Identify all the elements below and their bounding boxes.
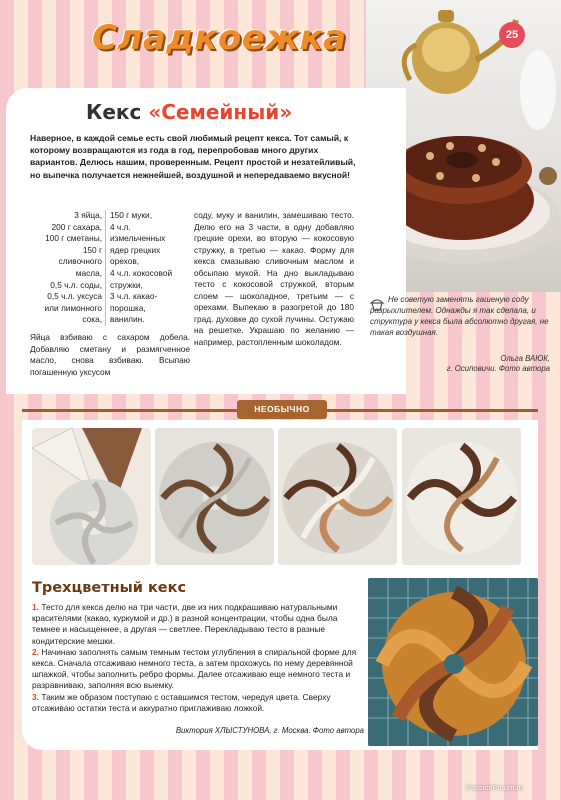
article2-title: Трехцветный кекс [32, 580, 187, 596]
ingredient: 4 ч.л. кокосовой [110, 267, 173, 278]
ingredients-list-left [30, 210, 102, 326]
recipe-steps-right: соду, муку и ванилин, замешиваю тесто. Делю его на 3 части, в одну добавляю грецкие орехи, во вторую — кокосовую стружку, в третью — какао. Форму для кекса смазываю сливочным маслом и обсыпаю мукой. На дно выкладываю тесто с кокосовой стружкой, вторым слоем — шоколадное, третьим — с орехами. Выпекаю в разогретой до 180 град. духовке до сухой лучины. Остужаю на решетке. Украшаю по желанию — например, растопленным шоколадом. [194, 210, 354, 347]
ingredient: орехов, [110, 256, 140, 267]
article2-author: Виктория ХЛЫСТУНОВА, г. Москва. Фото автора [175, 726, 364, 735]
ingredient: 100 г сметаны, [45, 233, 102, 244]
ingredient: 0,5 ч.л. уксуса [47, 291, 102, 302]
page-number-badge: 25 [499, 22, 525, 48]
step-1 [32, 602, 364, 647]
ingredient: измельченных [110, 233, 166, 244]
article-title [86, 100, 292, 124]
ingredient: 0,5 ч.л. соды, [50, 279, 102, 290]
step-text: Начинаю заполнять самым темным тестом углубления в спиральной форме для кекса. Сначала отсаживаю немного теста, а затем прохожусь по нему деревянной шпажкой, чтобы заполнить ребро формы. Далее отсаживаю еще немного теста и разравниваю, заполняя всю выемку. [32, 646, 357, 691]
ingredient: 3 яйца, [74, 210, 102, 220]
step-photo-4 [402, 428, 521, 565]
ingredient: сока, [82, 314, 102, 325]
step-text: Тесто для кекса делю на три части, две из них подкрашиваю натуральными красителями (какао, куркумой и др.) в разной концентрации, чтобы одна была темнее и насыщеннее, а другая — светлее. Перекладываю тесто в разные кондитерские мешки. [32, 602, 338, 646]
step-number: 1. [32, 602, 39, 612]
ingredient: ванилин. [110, 314, 145, 325]
step-number: 2. [32, 646, 39, 657]
magazine-section-title: Сладкоежка [92, 18, 347, 58]
ingredient: сливочного [58, 256, 102, 267]
ingredient: 150 г муки, [110, 210, 152, 220]
ingredient: 3 ч.л. какао- [110, 291, 158, 302]
ingredient: ядер грецких [110, 244, 161, 255]
tip-note [370, 294, 550, 338]
author-name: Ольга ВАЮК, [500, 354, 550, 363]
tricolor-cake-photo [368, 578, 538, 746]
section-banner: НЕОБЫЧНО [237, 400, 327, 419]
watermark: PassionForum.ru [466, 783, 524, 792]
step-2 [32, 647, 364, 692]
step-text: Таким же образом поступаю с оставшимся тестом, чередуя цвета. Сверху отсаживаю остатки теста и аккуратно приглаживаю ложкой. [32, 691, 331, 713]
step-photo-3 [278, 428, 397, 565]
step-number: 3. [32, 691, 39, 702]
ingredient: стружки, [110, 279, 143, 290]
ingredient: масла, [75, 267, 102, 278]
ingredient: порошка, [110, 302, 146, 313]
ingredient: 150 г [82, 244, 102, 255]
title-name: «Семейный» [148, 100, 293, 124]
tip-text: Не советую заменять гашеную соду разрыхлителем. Однажды я так сделала, и структура у кекса была абсолютно другая, не такая воздушная. [370, 295, 549, 337]
step-photo-1 [32, 428, 151, 565]
ingredient: 200 г сахара, [51, 221, 102, 232]
article2-steps [32, 602, 364, 714]
step-photo-2 [155, 428, 274, 565]
recipe-steps-left: Яйца взбиваю с сахаром добела. Добавляю сметану и размягченное масло, снова взбиваю. Всыпаю погашенную уксусом [30, 332, 190, 377]
ingredients-divider [105, 210, 106, 326]
ingredient: или лимонного [44, 302, 102, 313]
article-intro: Наверное, в каждой семье есть свой любимый рецепт кекса. Тот самый, к которому возвращаются из года в год, перепробовав много других вариантов. Делюсь нашим, проверенным. Рецепт простой и незатейливый, но выпечка получается нежнейшей, воздушной и непередаваемо вкусной! [30, 133, 356, 180]
step-3 [32, 692, 364, 714]
title-prefix: Кекс [86, 100, 142, 124]
ingredient: 4 ч.л. [110, 221, 131, 232]
author-place: г. Осиповичи. Фото автора [446, 364, 550, 373]
author-credit [370, 354, 550, 374]
ingredients-list-right [110, 210, 186, 326]
